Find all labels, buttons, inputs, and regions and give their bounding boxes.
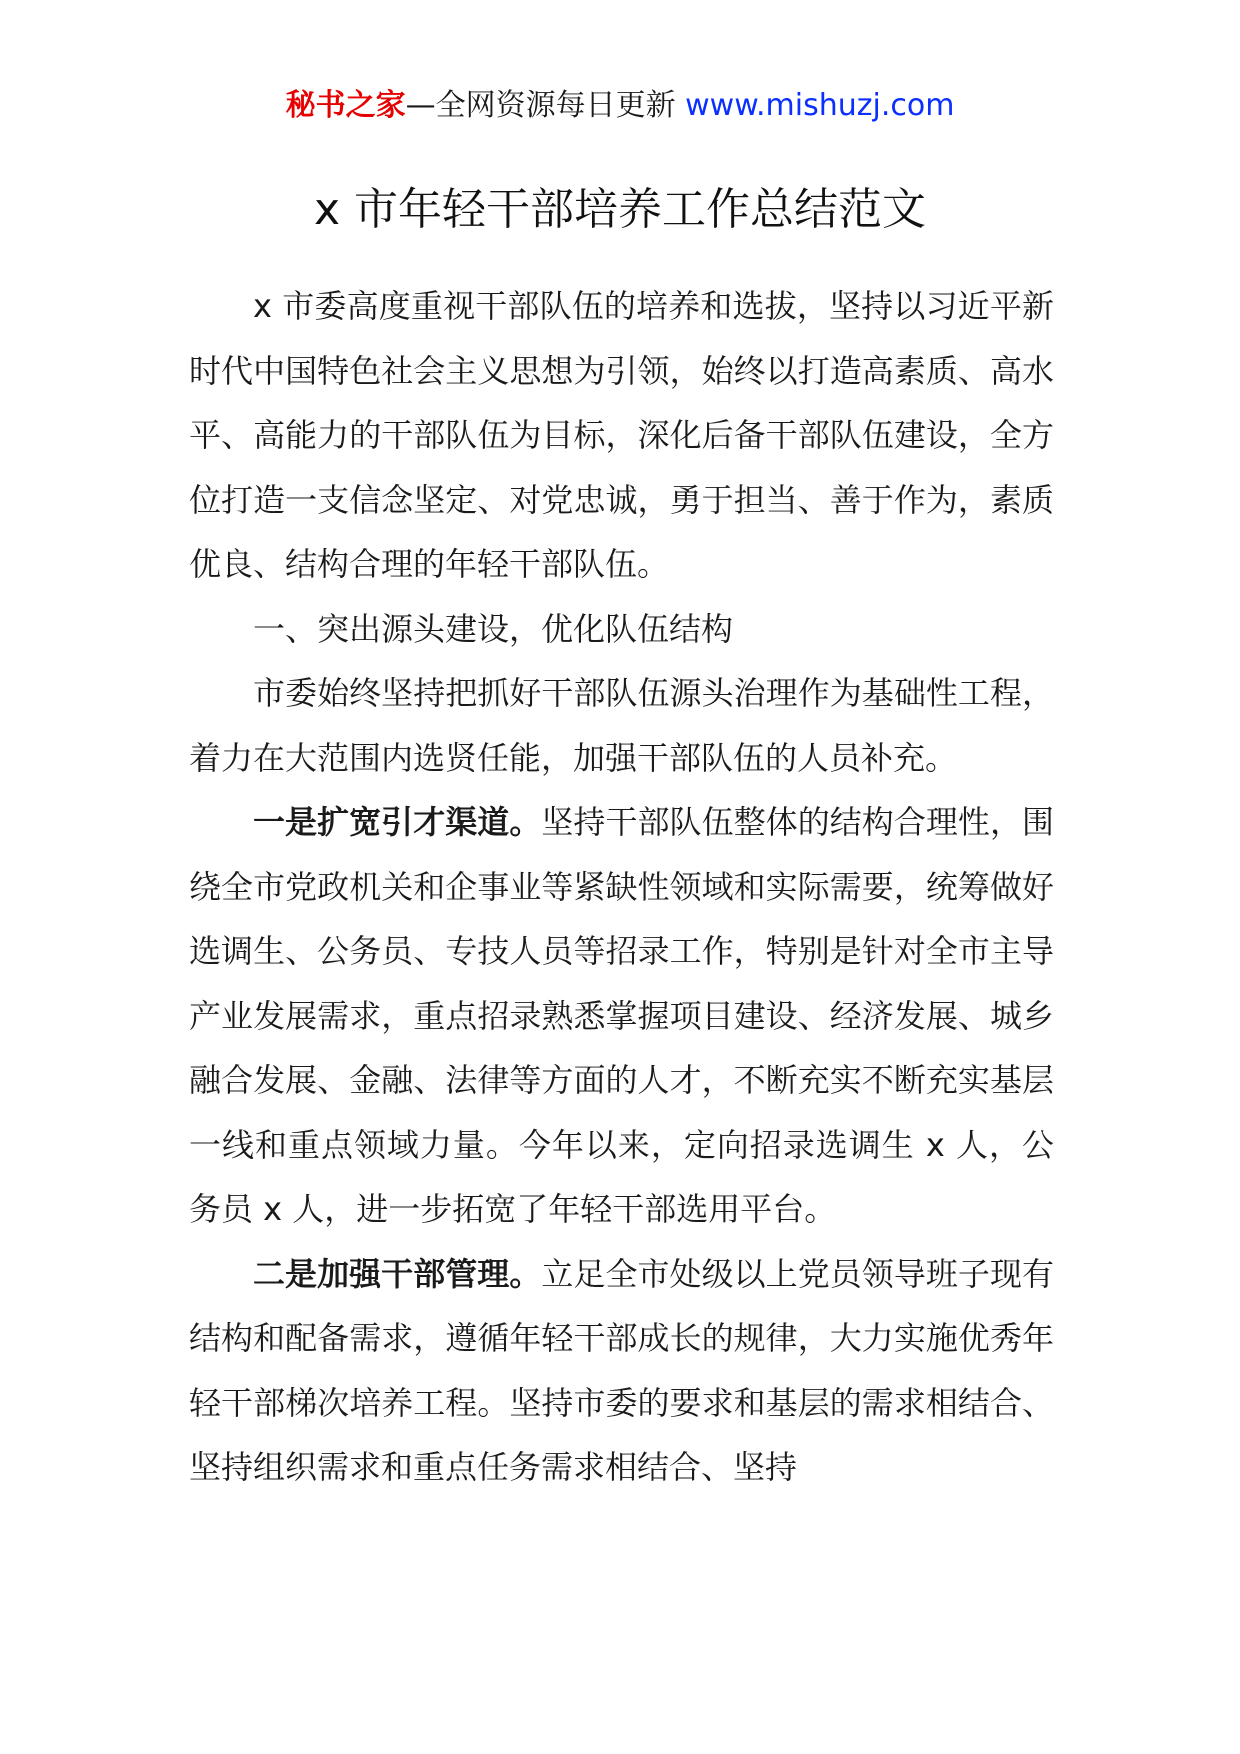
point-paragraph-2 xyxy=(189,1242,1054,1500)
section-heading: 一、突出源头建设，优化队伍结构 xyxy=(253,609,734,648)
point-paragraph-1 xyxy=(189,790,1054,1242)
site-brand: 秘书之家 xyxy=(285,88,406,123)
site-tagline: —全网资源每日更新 xyxy=(405,88,686,123)
point-text-2: 立足全市处级以上党员领导班子现有结构和配备需求，遵循年轻干部成长的规律，大力实施优秀年轻干部梯次培养工程。坚持市委的要求和基层的需求相结合、坚持组织需求和重点任务需求相结合、坚持 xyxy=(189,1254,1054,1486)
point-lead-1: 一是扩宽引才渠道。 xyxy=(253,803,542,841)
intro-paragraph: x 市委高度重视干部队伍的培养和选拔，坚持以习近平新时代中国特色社会主义思想为引领，始终以打造高素质、高水平、高能力的干部队伍为目标，深化后备干部队伍建设，全方位打造一支信念坚定、对党忠诚，勇于担当、善于作为，素质优良、结构合理的年轻干部队伍。 xyxy=(189,287,1054,583)
site-header xyxy=(0,86,1240,126)
point-text-1: 坚持干部队伍整体的结构合理性，围绕全市党政机关和企事业等紧缺性领域和实际需要，统筹做好选调生、公务员、专技人员等招录工作，特别是针对全市主导产业发展需求，重点招录熟悉掌握项目建设、经济发展、城乡融合发展、金融、法律等方面的人才，不断充实不断充实基层一线和重点领域力量。今年以来，定向招录选调生 x 人，公务员 x 人，进一步拓宽了年轻干部选用平台。 xyxy=(189,803,1054,1228)
document-title: x 市年轻干部培养工作总结范文 xyxy=(313,184,927,235)
section-paragraph: 市委始终坚持把抓好干部队伍源头治理作为基础性工程，着力在大范围内选贤任能，加强干部队伍的人员补充。 xyxy=(189,674,1054,777)
site-url-link[interactable]: www.mishuzj.com xyxy=(685,88,955,123)
point-lead-2: 二是加强干部管理。 xyxy=(253,1254,542,1293)
document-body xyxy=(189,274,1054,1500)
